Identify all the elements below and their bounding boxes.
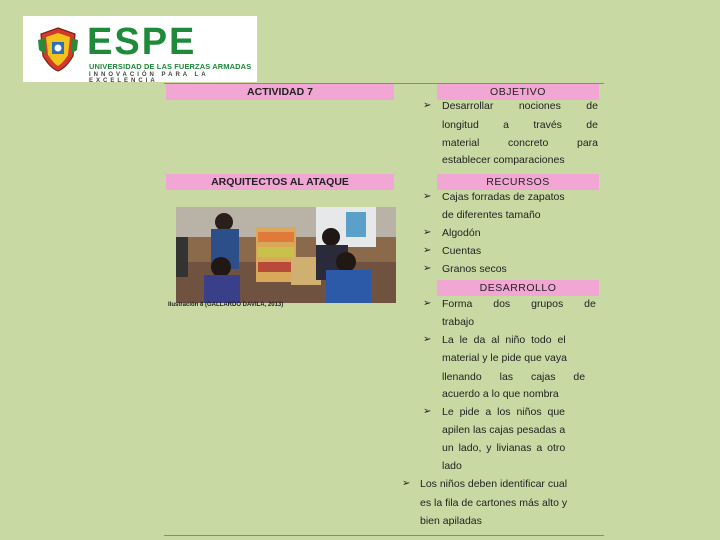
recursos-header: RECURSOS — [437, 174, 599, 190]
word: de — [586, 119, 598, 131]
word: Desarrollar — [442, 100, 494, 112]
bullet-icon: ➢ — [423, 406, 432, 417]
word: material — [442, 137, 480, 149]
recursos-item: Granos secos — [442, 263, 507, 275]
word: concreto — [508, 137, 549, 149]
word: de — [586, 100, 598, 112]
bullet-icon: ➢ — [423, 263, 432, 274]
recursos-item: de diferentes tamaño — [442, 209, 541, 221]
brand-name: ESPE — [87, 21, 197, 63]
activity-header: ACTIVIDAD 7 — [166, 84, 394, 100]
desarrollo-item: bien apiladas — [420, 515, 482, 527]
bullet-icon: ➢ — [423, 227, 432, 238]
word: longitud — [442, 119, 479, 131]
university-shield-icon — [33, 24, 83, 74]
bottom-rule — [164, 535, 604, 536]
desarrollo-item: lado — [442, 460, 462, 472]
desarrollo-item: Los niños deben identificar cual — [420, 478, 568, 490]
objetivo-line — [442, 99, 598, 113]
desarrollo-item: La le da al niño todo el — [442, 334, 566, 346]
desarrollo-item: un lado, y livianas a otro — [442, 442, 566, 454]
objetivo-line: establecer comparaciones — [442, 154, 565, 166]
espe-logo — [23, 16, 257, 82]
bullet-icon: ➢ — [423, 100, 432, 111]
word: través — [533, 119, 562, 131]
desarrollo-item: material y le pide que vaya — [442, 352, 567, 364]
recursos-item: Cajas forradas de zapatos — [442, 191, 565, 203]
recursos-item: Algodón — [442, 227, 481, 239]
objetivo-line — [442, 118, 598, 132]
desarrollo-item: Forma dos grupos de — [442, 298, 596, 310]
bullet-icon: ➢ — [423, 191, 432, 202]
desarrollo-item: Le pide a los niños que — [442, 406, 565, 418]
bullet-icon: ➢ — [402, 478, 411, 489]
desarrollo-item: es la fila de cartones más alto y — [420, 497, 568, 509]
bullet-icon: ➢ — [423, 334, 432, 345]
brand-subtitle: UNIVERSIDAD DE LAS FUERZAS ARMADAS — [89, 62, 252, 71]
recursos-item: Cuentas — [442, 245, 482, 257]
desarrollo-item: trabajo — [442, 316, 475, 328]
word: nociones — [518, 100, 561, 112]
desarrollo-header: DESARROLLO — [437, 280, 599, 296]
activity-photo — [176, 207, 396, 303]
objetivo-line — [442, 136, 598, 150]
word: para — [576, 137, 598, 149]
activity-name-header: ARQUITECTOS AL ATAQUE — [166, 174, 394, 190]
brand-tagline: INNOVACIÓN PARA LA EXCELENCIA — [89, 72, 209, 84]
word: a — [503, 119, 509, 131]
desarrollo-item: llenando las cajas de — [442, 371, 586, 383]
bullet-icon: ➢ — [423, 298, 432, 309]
photo-caption: Ilustración 8 (GALLARDO DAVILA, 2013) — [168, 302, 284, 308]
bullet-icon: ➢ — [423, 245, 432, 256]
desarrollo-item: acuerdo a lo que nombra — [442, 388, 559, 400]
desarrollo-item: apilen las cajas pesadas a — [442, 424, 566, 436]
objetivo-header: OBJETIVO — [437, 84, 599, 100]
